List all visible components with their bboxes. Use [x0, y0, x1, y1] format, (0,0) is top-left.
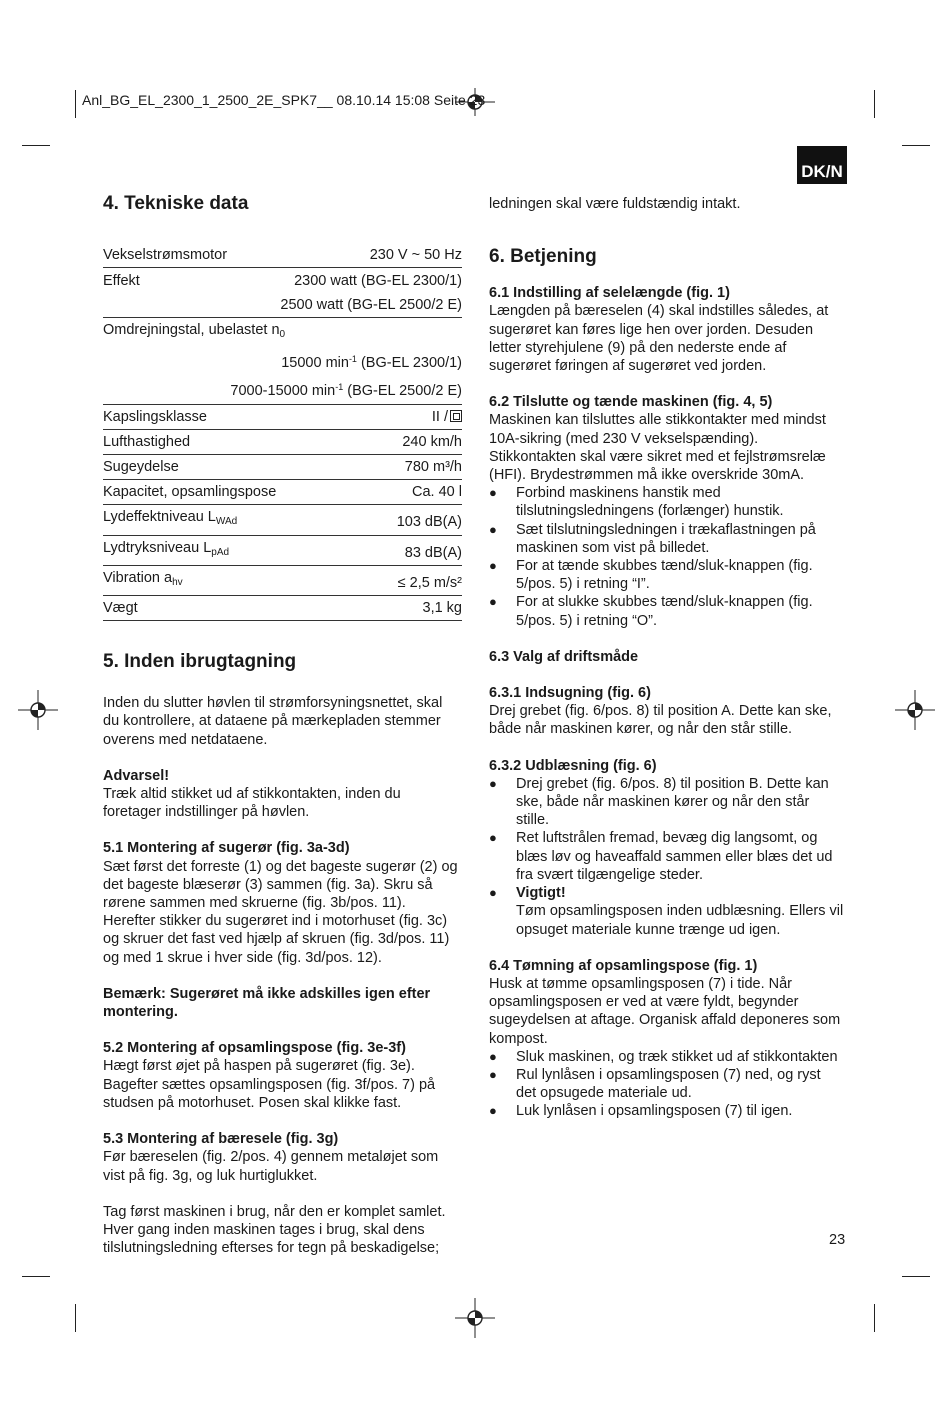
list-item: ● Ret luftstrålen fremad, bevæg dig langsomt, og blæs løv og haveaffald sammen eller blæs det ud fra svært tilgængelige steder.	[489, 830, 833, 883]
list-item: ● Forbind maskinens hanstik med tilslutningsledningens (forlænger) hunstik.	[489, 485, 784, 520]
subsection-6-2-text: Maskinen kan tilsluttes alle stikkontakter med mindst 10A-sikring (med 230 V vekselspænding). Stikkontakten skal være sikret med et fejlstrømsrelæ (HFI). Brydestrømmen må ikke overskride 30mA.	[489, 412, 826, 484]
table-row: 7000-15000 $\min^{-1} (BG-EL$ 2500/2 E)	[103, 375, 462, 404]
section-5-title: 5. Inden ibrugtagning	[103, 651, 297, 673]
page-number: 23	[829, 1232, 846, 1248]
table-row: Lydtryksniveau $L_{pAd}$ 83 dB(A)	[103, 536, 462, 566]
list-item: ● Rul lynlåsen i opsamlingsposen (7) ned, og ryst det opsugede materiale ud.	[489, 1066, 821, 1102]
crop-mark	[75, 1304, 76, 1332]
list-item: ● Sæt tilslutningsledningen i trækaflastningen på maskinen som vist på billedet.	[489, 521, 816, 556]
subsection-6-3-1-title: 6.3.1 Indsugning (fig. 6)	[489, 685, 651, 702]
subsection-6-4-text: Husk at tømme opsamlingsposen (7) i tide. Når opsamlingsposen er ved at være fyldt, begynder sugeydelsen at aftage. Organisk affald deponeres som kompost.	[489, 975, 841, 1047]
subsection-5-3-title: 5.3 Montering af bæresele (fig. 3g)	[103, 1131, 339, 1148]
subsection-6-3-1-text: Drej grebet (fig. 6/pos. 8) til position A. Dette kan ske, både når maskinen kører, og når den står stille.	[489, 703, 832, 738]
crop-mark	[874, 1304, 875, 1332]
left-column	[103, 192, 462, 1257]
table-row: Effekt 2300 watt (BG-EL 2300/1)	[103, 272, 462, 289]
subsection-6-3-2-title: 6.3.2 Udblæsning (fig. 6)	[489, 757, 657, 774]
table-row: 2500 watt (BG-EL 2500/2 E)	[103, 293, 462, 318]
crop-mark	[874, 90, 875, 118]
crop-mark	[22, 1276, 50, 1277]
print-slug: Anl_BG_EL_2300_1_2500_2E_SPK7__ 08.10.14 15:08 Seite 23	[82, 92, 486, 108]
table-row: Vekselstrømsmotor 230 V ~ 50 Hz	[103, 243, 462, 268]
language-tag: DK/N	[797, 146, 847, 184]
subsection-5-3-text: Før bæreselen (fig. 2/pos. 4) gennem metaløjet som vist på fig. 3g, og luk hurtiglukket.	[103, 1149, 439, 1184]
registration-mark-icon	[18, 690, 58, 730]
crop-mark	[22, 145, 50, 146]
subsection-5-1-title: 5.1 Montering af sugerør (fig. 3a-3d)	[103, 840, 350, 857]
registration-mark-icon	[895, 690, 935, 730]
subsection-5-2-text: Hægt først øjet på haspen på sugerøret (fig. 3e). Bagefter sættes opsamlingsposen (fig. 3f/pos. 7) på studsen på motorhuset. Posen skal klikke fast.	[103, 1058, 436, 1111]
bullet-icon: ●	[489, 594, 497, 610]
list-item: ● Drej grebet (fig. 6/pos. 8) til position B. Dette kan ske, både når maskinen kører og når den står stille.	[489, 775, 829, 829]
table-row: 15000 $\min^{-1} (BG-EL$ 2300/1)	[281, 354, 462, 372]
subsection-6-1-title: 6.1 Indstilling af selelængde (fig. 1)	[489, 285, 730, 302]
bullet-icon: ●	[489, 1048, 497, 1064]
section-5-intro: Inden du slutter høvlen til strømforsyningsnettet, skal du kontrollere, at dataene på mærkepladen stemmer overens med netdataene.	[103, 695, 443, 748]
bullet-icon: ●	[489, 485, 497, 501]
table-row: Vægt 3,1 kg	[103, 596, 462, 621]
bullet-icon: ●	[489, 521, 497, 537]
subsection-6-4-title: 6.4 Tømning af opsamlingspose (fig. 1)	[489, 957, 758, 974]
section-4-title: 4. Tekniske data	[103, 193, 249, 214]
list-item: ● Sluk maskinen, og træk stikket ud af stikkontakten	[489, 1048, 838, 1065]
bullet-icon: ●	[489, 885, 497, 901]
subsection-6-1-text: Længden på bæreselen (4) skal indstilles således, at sugerøret kan føres lige hen over jorden. Desuden letter styrehjulene (9) på den nederste ende af sugerøret føringen af sugerøret ved jorden.	[489, 303, 829, 375]
table-row: Vibration $a_{hv}$ ≤ 2,5 m/s²	[103, 566, 462, 596]
registration-mark-icon	[455, 1298, 495, 1338]
subsection-5-1-text: Sæt først det forreste (1) og det bageste sugerør (2) og det bageste blæserør (3) sammen (fig. 3a). Skru så rørene sammen med skruerne (fig. 3b/pos. 11). Herefter stikker du sugerøret ind i motorhuset (fig. 3c) og skruer det fast ved hjælp af skruen (fig. 3d/pos. 11) og med 1 skrue i hver side (fig. 3d/pos. 12).	[103, 858, 458, 966]
double-insulation-icon	[450, 410, 462, 422]
subsection-6-3-title: 6.3 Valg af driftsmåde	[489, 648, 639, 665]
warning-text: Træk altid stikket ud af stikkontakten, inden du foretager indstillinger på høvlen.	[103, 786, 401, 821]
table-row: Lydeffektniveau $L_{WAd}$ 103 dB(A)	[103, 505, 462, 535]
bullet-icon: ●	[489, 558, 497, 574]
subsection-6-2-title: 6.2 Tilslutte og tænde maskinen (fig. 4, 5)	[489, 394, 773, 411]
crop-mark	[75, 90, 76, 118]
table-row: Sugeydelse 780 m³/h	[103, 455, 462, 480]
list-item: ● Luk lynlåsen i opsamlingsposen (7) til igen.	[489, 1103, 793, 1120]
table-row: Lufthastighed 240 km/h	[103, 430, 462, 455]
bullet-icon: ●	[489, 775, 497, 791]
table-row: Kapslingsklasse II /	[103, 405, 462, 430]
list-item: ● For at slukke skubbes tænd/sluk-knappen (fig. 5/pos. 5) i retning “O”.	[489, 594, 813, 629]
bullet-icon: ●	[489, 1066, 497, 1082]
table-row: Kapacitet, opsamlingspose Ca. 40 l	[103, 480, 462, 505]
section-6-title: 6. Betjening	[489, 246, 597, 268]
list-item: ● Vigtigt! Tøm opsamlingsposen inden udblæsning. Ellers vil opsuget materiale kunne trænge ud igen.	[489, 885, 844, 938]
closing-text: Tag først maskinen i brug, når den er komplet samlet. Hver gang inden maskinen tages i brug, skal dens tilslutningsledning efterses for tegn på beskadigelse;	[103, 1203, 446, 1257]
tech-data-table	[103, 243, 462, 621]
crop-mark	[902, 1276, 930, 1277]
list-item: ● For at tænde skubbes tænd/sluk-knappen (fig. 5/pos. 5) i retning “I”.	[489, 558, 813, 593]
note-text: Bemærk: Sugerøret må ikke adskilles igen efter montering.	[103, 985, 431, 1021]
bullet-icon: ●	[489, 1103, 497, 1119]
bullet-icon: ●	[489, 830, 497, 846]
warning-title: Advarsel!	[103, 767, 170, 784]
crop-mark	[902, 145, 930, 146]
subsection-5-2-title: 5.2 Montering af opsamlingspose (fig. 3e-3f)	[103, 1040, 406, 1057]
table-row: Omdrejningstal, ubelastet $n_0$	[103, 322, 286, 340]
right-column	[489, 195, 844, 1121]
continued-text: ledningen skal være fuldstændig intakt.	[489, 196, 741, 212]
